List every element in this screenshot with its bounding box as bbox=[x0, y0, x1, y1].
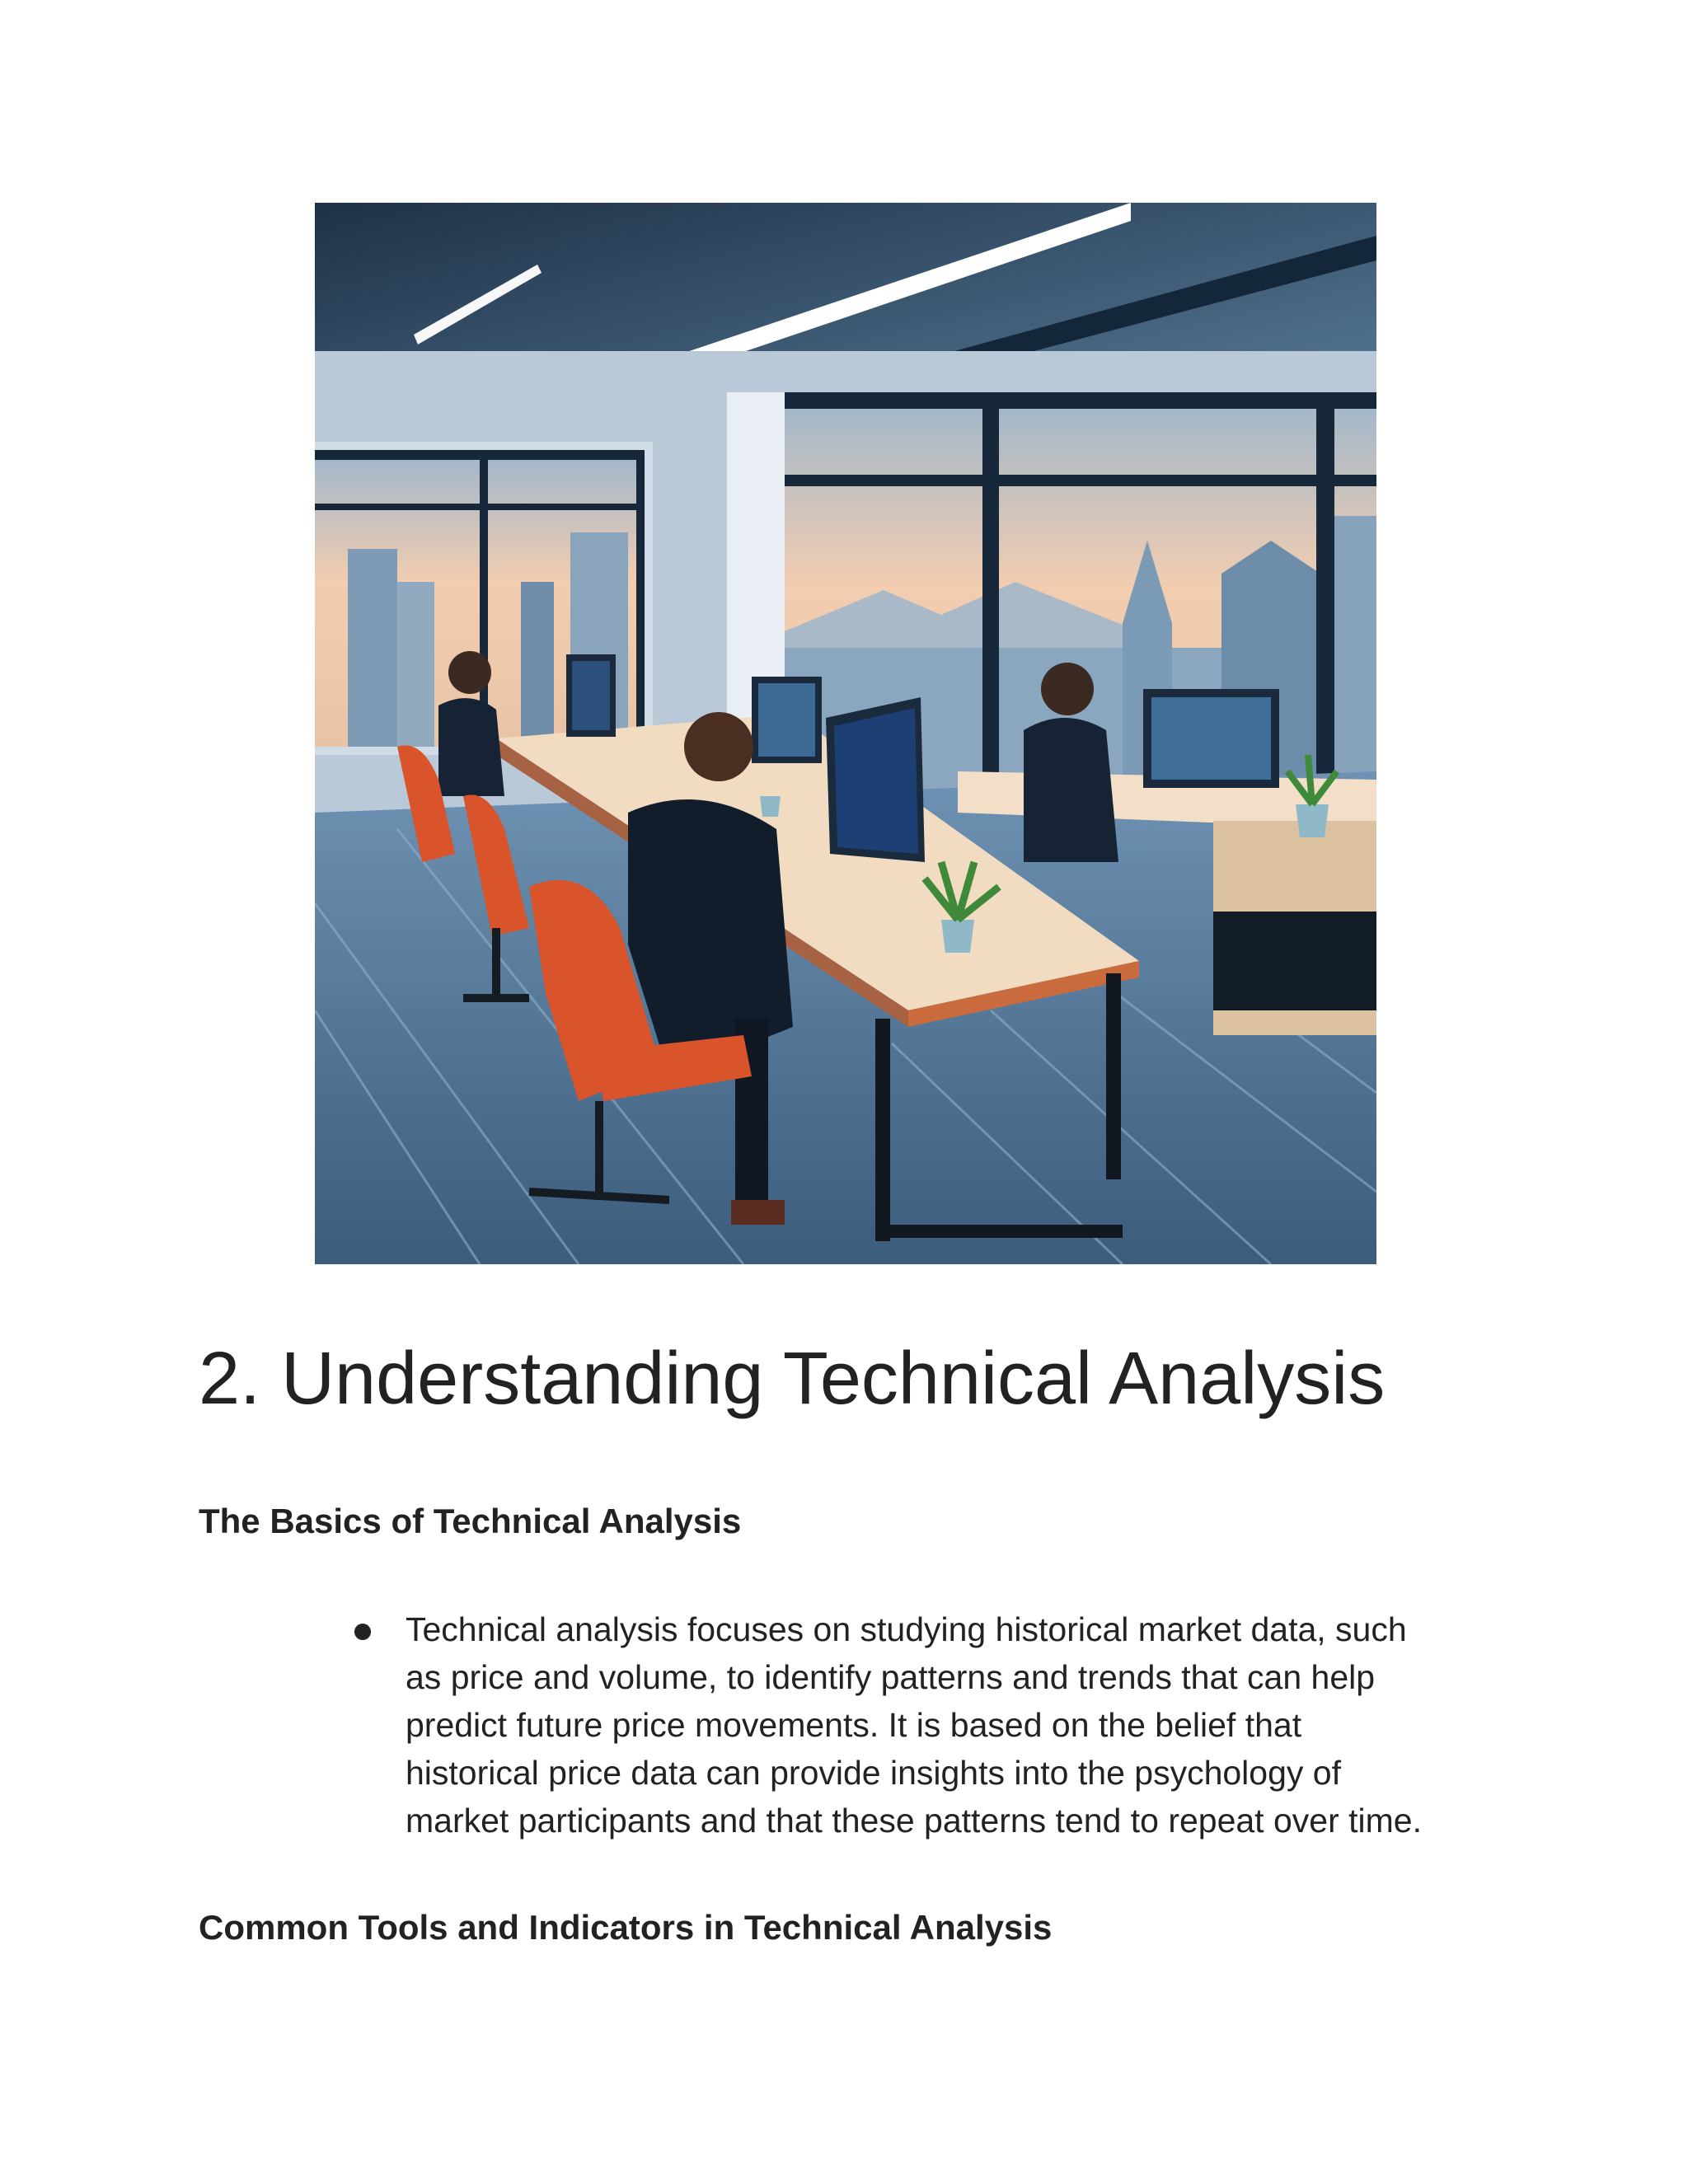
bullet-icon bbox=[354, 1624, 371, 1640]
office-illustration bbox=[315, 203, 1376, 1264]
bullet-list bbox=[354, 1605, 1525, 1844]
bullet-line: historical price data can provide insights into the psychology of bbox=[406, 1754, 1341, 1792]
bullet-line: predict future price movements. It is based on the belief that bbox=[406, 1706, 1302, 1744]
list-item bbox=[354, 1605, 1525, 1844]
bullet-line: as price and volume, to identify patterns and trends that can help bbox=[406, 1658, 1376, 1696]
page-title: 2. Understanding Technical Analysis bbox=[199, 1338, 1386, 1420]
section-heading-tools: Common Tools and Indicators in Technical Analysis bbox=[199, 1908, 1053, 1947]
bullet-line: Technical analysis focuses on studying historical market data, such bbox=[406, 1610, 1407, 1648]
section-heading-basics: The Basics of Technical Analysis bbox=[199, 1502, 742, 1540]
bullet-line: market participants and that these patterns tend to repeat over time. bbox=[406, 1802, 1422, 1840]
